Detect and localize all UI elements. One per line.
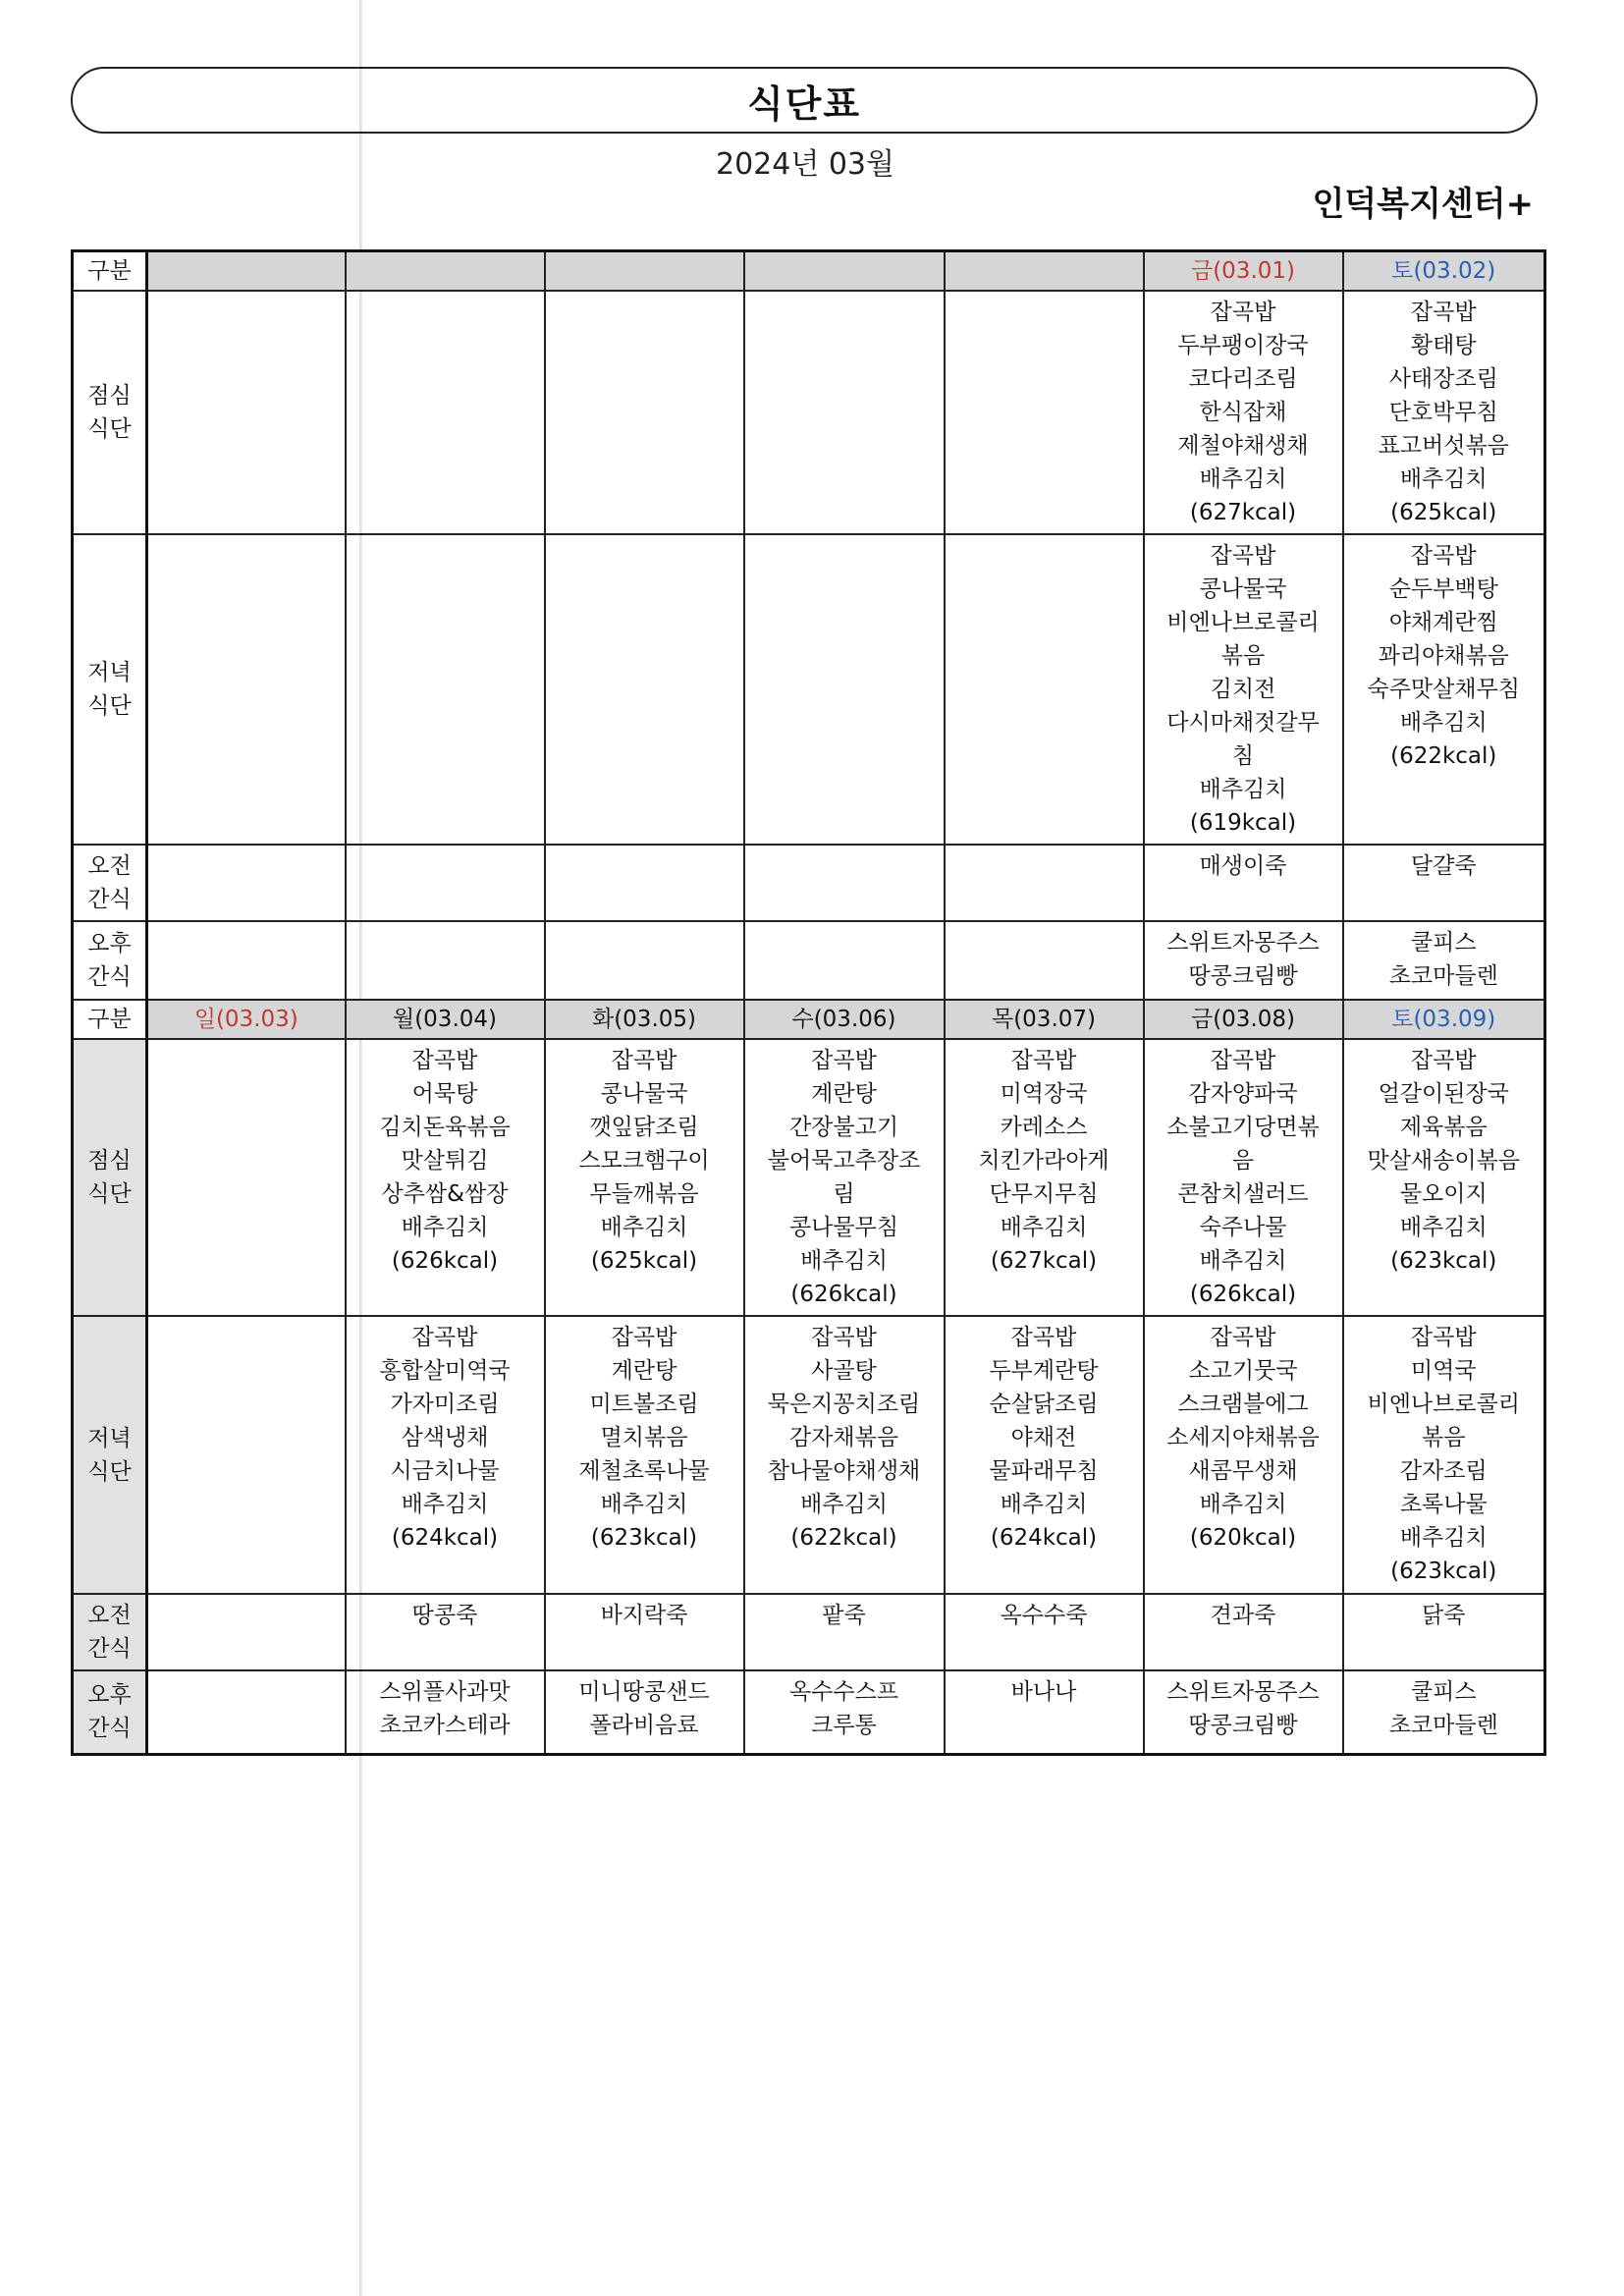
menu-item: (626kcal) xyxy=(391,1248,499,1274)
menu-item: 배추김치 xyxy=(1399,710,1488,736)
row-label-text: 오후 xyxy=(87,1682,132,1709)
menu-item: 초록나물 xyxy=(1399,1492,1488,1517)
menu-item: 두부팽이장국 xyxy=(1177,333,1309,358)
menu-cell xyxy=(744,1594,945,1670)
menu-item: 잡곡밥 xyxy=(1210,1325,1276,1350)
day-header: 토(03.09) xyxy=(1343,1000,1545,1039)
menu-item: 폴라비음료 xyxy=(589,1713,699,1738)
menu-item: 배추김치 xyxy=(1199,1248,1287,1274)
menu-cell xyxy=(545,845,744,921)
menu-item: 어묵탕 xyxy=(411,1081,478,1107)
menu-item: 잡곡밥 xyxy=(611,1325,677,1350)
row-label-text: 점심 xyxy=(87,383,132,409)
menu-cell xyxy=(1343,534,1545,845)
menu-item: 물파래무침 xyxy=(989,1458,1099,1484)
menu-item: 땅콩크림빵 xyxy=(1188,963,1298,989)
menu-cell xyxy=(545,921,744,1000)
menu-item: 볶음 xyxy=(1422,1425,1466,1450)
menu-item: 사골탕 xyxy=(811,1358,877,1384)
month-label: 2024년 03월 xyxy=(715,147,895,182)
menu-item: 미트볼조림 xyxy=(589,1392,699,1417)
menu-item: 순두부백탕 xyxy=(1388,576,1498,602)
menu-cell xyxy=(1343,845,1545,921)
menu-cell xyxy=(147,1039,346,1316)
lunch-label xyxy=(73,291,147,534)
menu-cell xyxy=(945,291,1144,534)
row-label-text: 간식 xyxy=(87,1636,132,1662)
menu-cell xyxy=(545,534,744,845)
day-header-row xyxy=(73,251,1545,292)
menu-cell xyxy=(1144,1039,1343,1316)
pm-snack-row xyxy=(73,1670,1545,1754)
menu-cell xyxy=(545,1316,744,1594)
menu-cell xyxy=(346,1594,545,1670)
menu-cell xyxy=(346,291,545,534)
menu-item: 배추김치 xyxy=(1000,1492,1088,1517)
title-box xyxy=(71,67,1538,134)
menu-cell xyxy=(147,1594,346,1670)
menu-item: 스모크햄구이 xyxy=(578,1148,710,1174)
menu-item: 소세지야채볶음 xyxy=(1166,1425,1320,1450)
menu-item: (622kcal) xyxy=(790,1525,897,1551)
menu-cell xyxy=(545,1039,744,1316)
menu-item: 깻잎닭조림 xyxy=(589,1115,699,1140)
dinner-label xyxy=(73,1316,147,1594)
menu-item: 얼갈이된장국 xyxy=(1378,1081,1509,1107)
row-label-text: 오후 xyxy=(87,931,132,957)
organization-name: 인덕복지센터+ xyxy=(1312,185,1534,224)
pm-snack-label xyxy=(73,1670,147,1754)
menu-cell xyxy=(744,291,945,534)
row-label-text: 식단 xyxy=(87,693,132,719)
menu-item: 감자양파국 xyxy=(1188,1081,1298,1107)
menu-cell xyxy=(1343,1670,1545,1754)
gubun-label: 구분 xyxy=(73,251,147,292)
page-title: 식단표 xyxy=(746,82,862,126)
menu-item: 달걀죽 xyxy=(1410,853,1477,879)
menu-item: 배추김치 xyxy=(1199,777,1287,802)
menu-item: 배추김치 xyxy=(1199,466,1287,492)
menu-item: 잡곡밥 xyxy=(1410,1325,1477,1350)
menu-item: 매생이죽 xyxy=(1199,853,1287,879)
menu-cell xyxy=(147,534,346,845)
menu-cell xyxy=(1144,845,1343,921)
menu-cell xyxy=(1144,1670,1343,1754)
day-header xyxy=(945,251,1144,292)
menu-item: 홍합살미역국 xyxy=(379,1358,511,1384)
menu-item: 소불고기당면볶 xyxy=(1166,1115,1320,1140)
menu-item: (624kcal) xyxy=(391,1525,499,1551)
lunch-label xyxy=(73,1039,147,1316)
menu-item: 스위트자몽주스 xyxy=(1166,930,1320,956)
menu-item: 상추쌈&쌈장 xyxy=(381,1181,509,1207)
menu-item: 김치전 xyxy=(1210,677,1276,702)
am-snack-label xyxy=(73,1594,147,1670)
menu-item: 초코마들렌 xyxy=(1388,963,1498,989)
menu-cell xyxy=(744,1316,945,1594)
menu-item: 묵은지꽁치조림 xyxy=(767,1392,921,1417)
row-label-text: 저녁 xyxy=(87,660,132,685)
menu-item: 소고기뭇국 xyxy=(1188,1358,1298,1384)
day-header: 금(03.01) xyxy=(1144,251,1343,292)
menu-item: (623kcal) xyxy=(1390,1248,1497,1274)
menu-item: 단호박무침 xyxy=(1388,400,1498,425)
menu-item: 잡곡밥 xyxy=(611,1048,677,1073)
menu-cell xyxy=(744,845,945,921)
menu-item: 바지락죽 xyxy=(600,1603,688,1628)
row-label-text: 오전 xyxy=(87,853,132,879)
menu-item: 배추김치 xyxy=(800,1248,888,1274)
menu-cell xyxy=(346,1316,545,1594)
menu-item: 잡곡밥 xyxy=(1010,1048,1077,1073)
menu-item: (620kcal) xyxy=(1189,1525,1297,1551)
menu-cell xyxy=(346,1670,545,1754)
day-header xyxy=(147,251,346,292)
menu-cell xyxy=(147,291,346,534)
menu-item: 쿨피스 xyxy=(1410,1679,1477,1705)
menu-item: 황태탕 xyxy=(1410,333,1477,358)
menu-item: 제육볶음 xyxy=(1399,1115,1488,1140)
row-label-text: 식단 xyxy=(87,416,132,442)
day-header xyxy=(545,251,744,292)
menu-cell xyxy=(1343,1594,1545,1670)
menu-item: 잡곡밥 xyxy=(1010,1325,1077,1350)
day-header: 토(03.02) xyxy=(1343,251,1545,292)
menu-cell xyxy=(1144,534,1343,845)
menu-item: 간장불고기 xyxy=(788,1115,899,1140)
row-label-text: 오전 xyxy=(87,1603,132,1628)
menu-cell xyxy=(147,921,346,1000)
menu-item: 치킨가라아게 xyxy=(978,1148,1110,1174)
menu-item: 숙주맛살채무침 xyxy=(1367,677,1521,702)
day-header xyxy=(744,251,945,292)
am-snack-row xyxy=(73,1594,1545,1670)
menu-item: (626kcal) xyxy=(1189,1282,1297,1307)
menu-item: 크루통 xyxy=(811,1713,877,1738)
menu-item: 배추김치 xyxy=(1399,466,1488,492)
menu-item: 콩나물국 xyxy=(600,1081,688,1107)
menu-item: 순살닭조림 xyxy=(989,1392,1099,1417)
menu-item: 음 xyxy=(1231,1148,1255,1174)
dinner-row xyxy=(73,534,1545,845)
menu-item: 맛살새송이볶음 xyxy=(1367,1148,1521,1174)
menu-item: 제철초록나물 xyxy=(578,1458,710,1484)
menu-item: 물오이지 xyxy=(1399,1181,1488,1207)
menu-cell xyxy=(945,1594,1144,1670)
menu-item: 제철야채생채 xyxy=(1177,433,1309,459)
menu-item: 침 xyxy=(1231,743,1255,769)
menu-item: 콘참치샐러드 xyxy=(1177,1181,1309,1207)
menu-item: 잡곡밥 xyxy=(811,1325,877,1350)
menu-item: 배추김치 xyxy=(1399,1215,1488,1240)
day-header: 수(03.06) xyxy=(744,1000,945,1039)
menu-item: 배추김치 xyxy=(1000,1215,1088,1240)
menu-item: 초코카스테라 xyxy=(379,1713,511,1738)
menu-item: 잡곡밥 xyxy=(1210,1048,1276,1073)
menu-item: (623kcal) xyxy=(1390,1558,1497,1584)
menu-cell xyxy=(1343,921,1545,1000)
menu-item: 옥수수죽 xyxy=(1000,1603,1088,1628)
menu-cell xyxy=(545,1594,744,1670)
menu-cell xyxy=(1144,1316,1343,1594)
menu-item: 콩나물국 xyxy=(1199,576,1287,602)
menu-item: 가자미조림 xyxy=(390,1392,500,1417)
menu-item: 숙주나물 xyxy=(1199,1215,1287,1240)
menu-item: 잡곡밥 xyxy=(1410,1048,1477,1073)
menu-item: 잡곡밥 xyxy=(1210,300,1276,325)
menu-cell xyxy=(346,1039,545,1316)
dinner-row xyxy=(73,1316,1545,1594)
menu-item: 콩나물무침 xyxy=(788,1215,899,1240)
menu-cell xyxy=(1144,1594,1343,1670)
menu-item: 새콤무생채 xyxy=(1188,1458,1298,1484)
menu-item: (624kcal) xyxy=(990,1525,1098,1551)
menu-item: 쿨피스 xyxy=(1410,930,1477,956)
menu-item: (625kcal) xyxy=(1390,500,1497,525)
row-label-text: 저녁 xyxy=(87,1425,132,1451)
menu-cell xyxy=(744,1670,945,1754)
menu-item: 배추김치 xyxy=(1199,1492,1287,1517)
day-header xyxy=(346,251,545,292)
menu-item: 미역장국 xyxy=(1000,1081,1088,1107)
menu-item: 맛살튀김 xyxy=(401,1148,489,1174)
menu-item: 계란탕 xyxy=(611,1358,677,1384)
menu-item: 잡곡밥 xyxy=(1410,543,1477,569)
lunch-row xyxy=(73,1039,1545,1316)
menu-item: 시금치나물 xyxy=(390,1458,500,1484)
menu-item: 림 xyxy=(833,1181,855,1207)
day-header: 목(03.07) xyxy=(945,1000,1144,1039)
menu-item: (625kcal) xyxy=(590,1248,698,1274)
menu-cell xyxy=(147,1316,346,1594)
menu-cell xyxy=(147,845,346,921)
menu-item: 배추김치 xyxy=(600,1492,688,1517)
row-label-text: 간식 xyxy=(87,1716,132,1742)
menu-item: 비엔나브로콜리 xyxy=(1367,1392,1521,1417)
menu-item: 잡곡밥 xyxy=(411,1325,478,1350)
am-snack-row xyxy=(73,845,1545,921)
row-label-text: 간식 xyxy=(87,964,132,990)
menu-cell xyxy=(346,534,545,845)
menu-item: 무들깨볶음 xyxy=(589,1181,699,1207)
menu-item: (626kcal) xyxy=(790,1282,897,1307)
menu-item: 단무지무침 xyxy=(989,1181,1099,1207)
menu-item: 사태장조림 xyxy=(1388,366,1498,392)
menu-item: 닭죽 xyxy=(1422,1603,1466,1628)
menu-item: 팥죽 xyxy=(822,1603,866,1628)
menu-cell xyxy=(744,534,945,845)
menu-item: 야채계란찜 xyxy=(1388,610,1498,635)
day-header: 월(03.04) xyxy=(346,1000,545,1039)
menu-item: 꽈리야채볶음 xyxy=(1378,643,1509,669)
menu-item: 미니땅콩샌드 xyxy=(578,1679,710,1705)
menu-item: 코다리조림 xyxy=(1188,366,1298,392)
menu-item: 땅콩죽 xyxy=(411,1603,478,1628)
menu-item: (623kcal) xyxy=(590,1525,698,1551)
menu-cell xyxy=(744,921,945,1000)
menu-cell xyxy=(945,921,1144,1000)
menu-item: 카레소스 xyxy=(1000,1115,1088,1140)
menu-item: 잡곡밥 xyxy=(1410,300,1477,325)
row-label-text: 간식 xyxy=(87,887,132,912)
menu-item: 스위트자몽주스 xyxy=(1166,1679,1320,1705)
gubun-label: 구분 xyxy=(73,1000,147,1039)
menu-item: 잡곡밥 xyxy=(411,1048,478,1073)
menu-item: 야채전 xyxy=(1010,1425,1077,1450)
menu-item: 스위플사과맛 xyxy=(379,1679,511,1705)
menu-item: 바나나 xyxy=(1010,1679,1077,1705)
menu-item: 스크램블에그 xyxy=(1177,1392,1309,1417)
menu-item: 감자조림 xyxy=(1399,1458,1488,1484)
menu-item: 미역국 xyxy=(1410,1358,1477,1384)
menu-item: 한식잡채 xyxy=(1199,400,1287,425)
menu-item: 옥수수스프 xyxy=(788,1679,899,1705)
menu-item: 배추김치 xyxy=(800,1492,888,1517)
menu-cell xyxy=(945,845,1144,921)
menu-item: 잡곡밥 xyxy=(1210,543,1276,569)
menu-item: 계란탕 xyxy=(811,1081,877,1107)
menu-cell xyxy=(147,1670,346,1754)
menu-item: 배추김치 xyxy=(1399,1525,1488,1551)
menu-item: 멸치볶음 xyxy=(600,1425,688,1450)
menu-cell xyxy=(545,1670,744,1754)
menu-cell xyxy=(1144,291,1343,534)
menu-item: 비엔나브로콜리 xyxy=(1166,610,1320,635)
menu-item: 볶음 xyxy=(1220,643,1266,669)
menu-table xyxy=(71,249,1546,1756)
day-header-row xyxy=(73,1000,1545,1039)
menu-cell xyxy=(945,1316,1144,1594)
menu-item: 두부계란탕 xyxy=(989,1358,1099,1384)
menu-item: 초코마들렌 xyxy=(1388,1713,1498,1738)
menu-cell xyxy=(346,845,545,921)
row-label-text: 식단 xyxy=(87,1458,132,1485)
menu-item: 잡곡밥 xyxy=(811,1048,877,1073)
menu-cell xyxy=(945,1670,1144,1754)
menu-cell xyxy=(1144,921,1343,1000)
day-header: 일(03.03) xyxy=(147,1000,346,1039)
lunch-row xyxy=(73,291,1545,534)
menu-cell xyxy=(945,534,1144,845)
menu-item: 참나물야채생채 xyxy=(767,1458,921,1484)
menu-cell xyxy=(1343,1039,1545,1316)
menu-item: 불어묵고추장조 xyxy=(767,1148,921,1174)
menu-cell xyxy=(545,291,744,534)
day-header: 화(03.05) xyxy=(545,1000,744,1039)
menu-item: 배추김치 xyxy=(401,1215,489,1240)
menu-item: 배추김치 xyxy=(600,1215,688,1240)
menu-item: 다시마채젓갈무 xyxy=(1166,710,1320,736)
row-label-text: 점심 xyxy=(87,1148,132,1174)
menu-item: 감자채볶음 xyxy=(788,1425,899,1450)
menu-item: 삼색냉채 xyxy=(401,1425,489,1450)
menu-item: (627kcal) xyxy=(990,1248,1098,1274)
menu-item: 김치돈육볶음 xyxy=(379,1115,511,1140)
row-label-text: 식단 xyxy=(87,1181,132,1207)
menu-cell xyxy=(1343,291,1545,534)
menu-item: 땅콩크림빵 xyxy=(1188,1713,1298,1738)
am-snack-label xyxy=(73,845,147,921)
menu-item: (622kcal) xyxy=(1390,743,1497,769)
pm-snack-label xyxy=(73,921,147,1000)
menu-cell xyxy=(346,921,545,1000)
dinner-label xyxy=(73,534,147,845)
menu-item: 표고버섯볶음 xyxy=(1378,433,1509,459)
menu-item: (627kcal) xyxy=(1189,500,1297,525)
menu-cell xyxy=(744,1039,945,1316)
menu-item: 견과죽 xyxy=(1210,1603,1276,1628)
menu-item: (619kcal) xyxy=(1189,810,1297,836)
day-header: 금(03.08) xyxy=(1144,1000,1343,1039)
menu-cell xyxy=(945,1039,1144,1316)
menu-item: 배추김치 xyxy=(401,1492,489,1517)
menu-cell xyxy=(1343,1316,1545,1594)
pm-snack-row xyxy=(73,921,1545,1000)
